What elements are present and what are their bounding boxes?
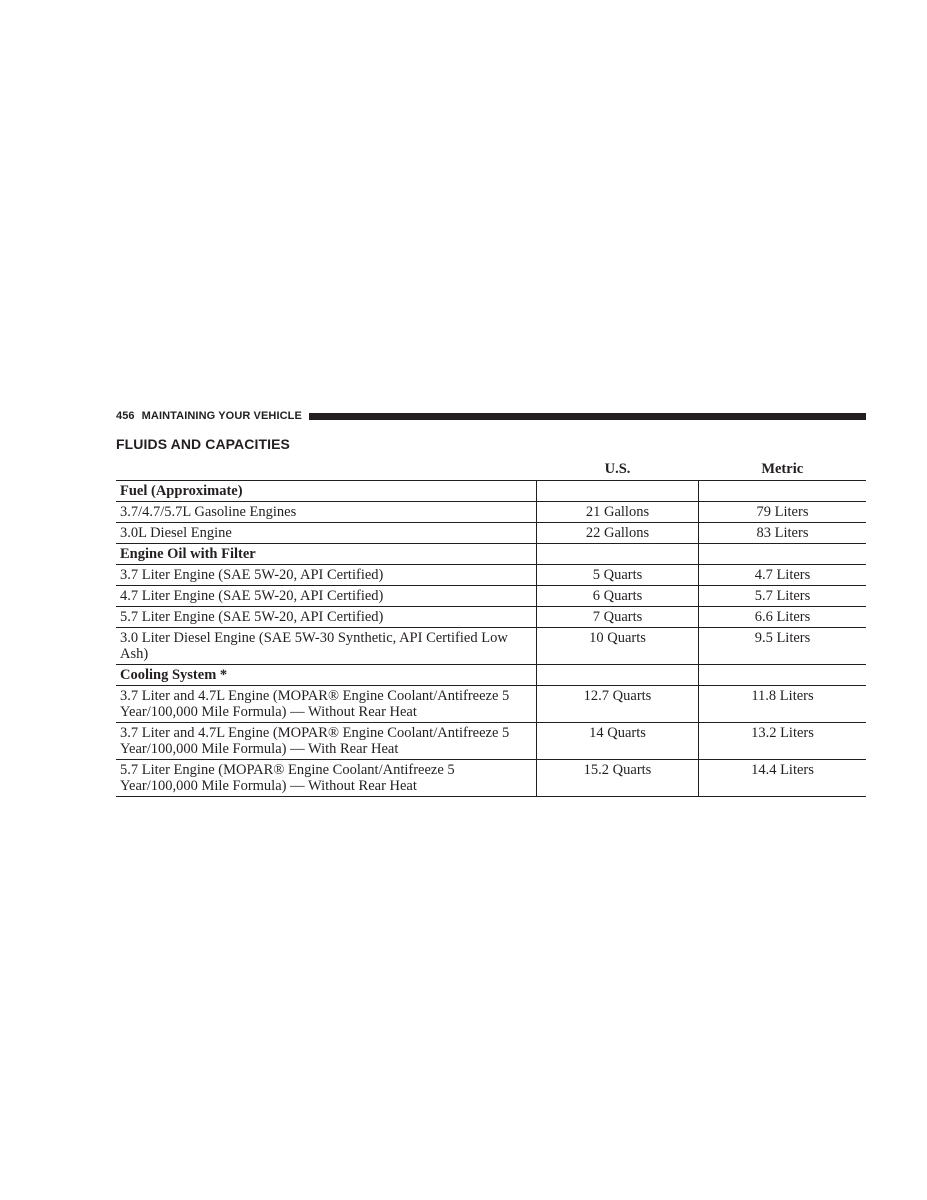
row-metric-value: 79 Liters	[699, 502, 867, 523]
table-row	[116, 628, 866, 665]
row-us-value: 10 Quarts	[537, 628, 699, 665]
table-row	[116, 607, 866, 628]
column-header-description	[116, 461, 537, 481]
column-header-metric: Metric	[699, 461, 867, 481]
row-description: 5.7 Liter Engine (SAE 5W-20, API Certified)	[116, 607, 537, 628]
table-row	[116, 586, 866, 607]
capacities-table	[116, 461, 866, 797]
table-row	[116, 760, 866, 797]
row-metric-value: 83 Liters	[699, 523, 867, 544]
row-us-value: 15.2 Quarts	[537, 760, 699, 797]
row-description: 3.0L Diesel Engine	[116, 523, 537, 544]
row-metric-value	[699, 544, 867, 565]
row-us-value: 21 Gallons	[537, 502, 699, 523]
column-header-us: U.S.	[537, 461, 699, 481]
row-metric-value: 13.2 Liters	[699, 723, 867, 760]
table-row	[116, 723, 866, 760]
row-metric-value	[699, 481, 867, 502]
row-metric-value	[699, 665, 867, 686]
row-description: 3.7 Liter and 4.7L Engine (MOPAR® Engine Coolant/Antifreeze 5 Year/100,000 Mile Formula) — With Rear Heat	[116, 723, 537, 760]
page-number: 456	[116, 410, 135, 422]
row-us-value: 5 Quarts	[537, 565, 699, 586]
row-description: Engine Oil with Filter	[116, 544, 537, 565]
row-us-value: 12.7 Quarts	[537, 686, 699, 723]
row-description: 3.0 Liter Diesel Engine (SAE 5W-30 Synthetic, API Certified Low Ash)	[116, 628, 537, 665]
row-description: Cooling System *	[116, 665, 537, 686]
table-row	[116, 523, 866, 544]
row-us-value: 7 Quarts	[537, 607, 699, 628]
row-metric-value: 11.8 Liters	[699, 686, 867, 723]
table-row	[116, 665, 866, 686]
row-us-value	[537, 665, 699, 686]
row-metric-value: 14.4 Liters	[699, 760, 867, 797]
table-header-row	[116, 461, 866, 481]
row-description: 4.7 Liter Engine (SAE 5W-20, API Certified)	[116, 586, 537, 607]
page-title: FLUIDS AND CAPACITIES	[116, 436, 290, 452]
row-us-value	[537, 481, 699, 502]
row-metric-value: 5.7 Liters	[699, 586, 867, 607]
row-description: 3.7/4.7/5.7L Gasoline Engines	[116, 502, 537, 523]
section-title: MAINTAINING YOUR VEHICLE	[141, 410, 302, 422]
table-row	[116, 686, 866, 723]
header-rule	[309, 413, 866, 420]
row-metric-value: 9.5 Liters	[699, 628, 867, 665]
row-description: 3.7 Liter and 4.7L Engine (MOPAR® Engine Coolant/Antifreeze 5 Year/100,000 Mile Formula) — Without Rear Heat	[116, 686, 537, 723]
row-metric-value: 6.6 Liters	[699, 607, 867, 628]
row-us-value	[537, 544, 699, 565]
row-description: Fuel (Approximate)	[116, 481, 537, 502]
table-row	[116, 565, 866, 586]
table-row	[116, 481, 866, 502]
table-row	[116, 502, 866, 523]
row-us-value: 14 Quarts	[537, 723, 699, 760]
row-metric-value: 4.7 Liters	[699, 565, 867, 586]
table-row	[116, 544, 866, 565]
page-header	[116, 409, 866, 423]
row-us-value: 6 Quarts	[537, 586, 699, 607]
row-description: 5.7 Liter Engine (MOPAR® Engine Coolant/Antifreeze 5 Year/100,000 Mile Formula) — Without Rear Heat	[116, 760, 537, 797]
row-us-value: 22 Gallons	[537, 523, 699, 544]
row-description: 3.7 Liter Engine (SAE 5W-20, API Certified)	[116, 565, 537, 586]
